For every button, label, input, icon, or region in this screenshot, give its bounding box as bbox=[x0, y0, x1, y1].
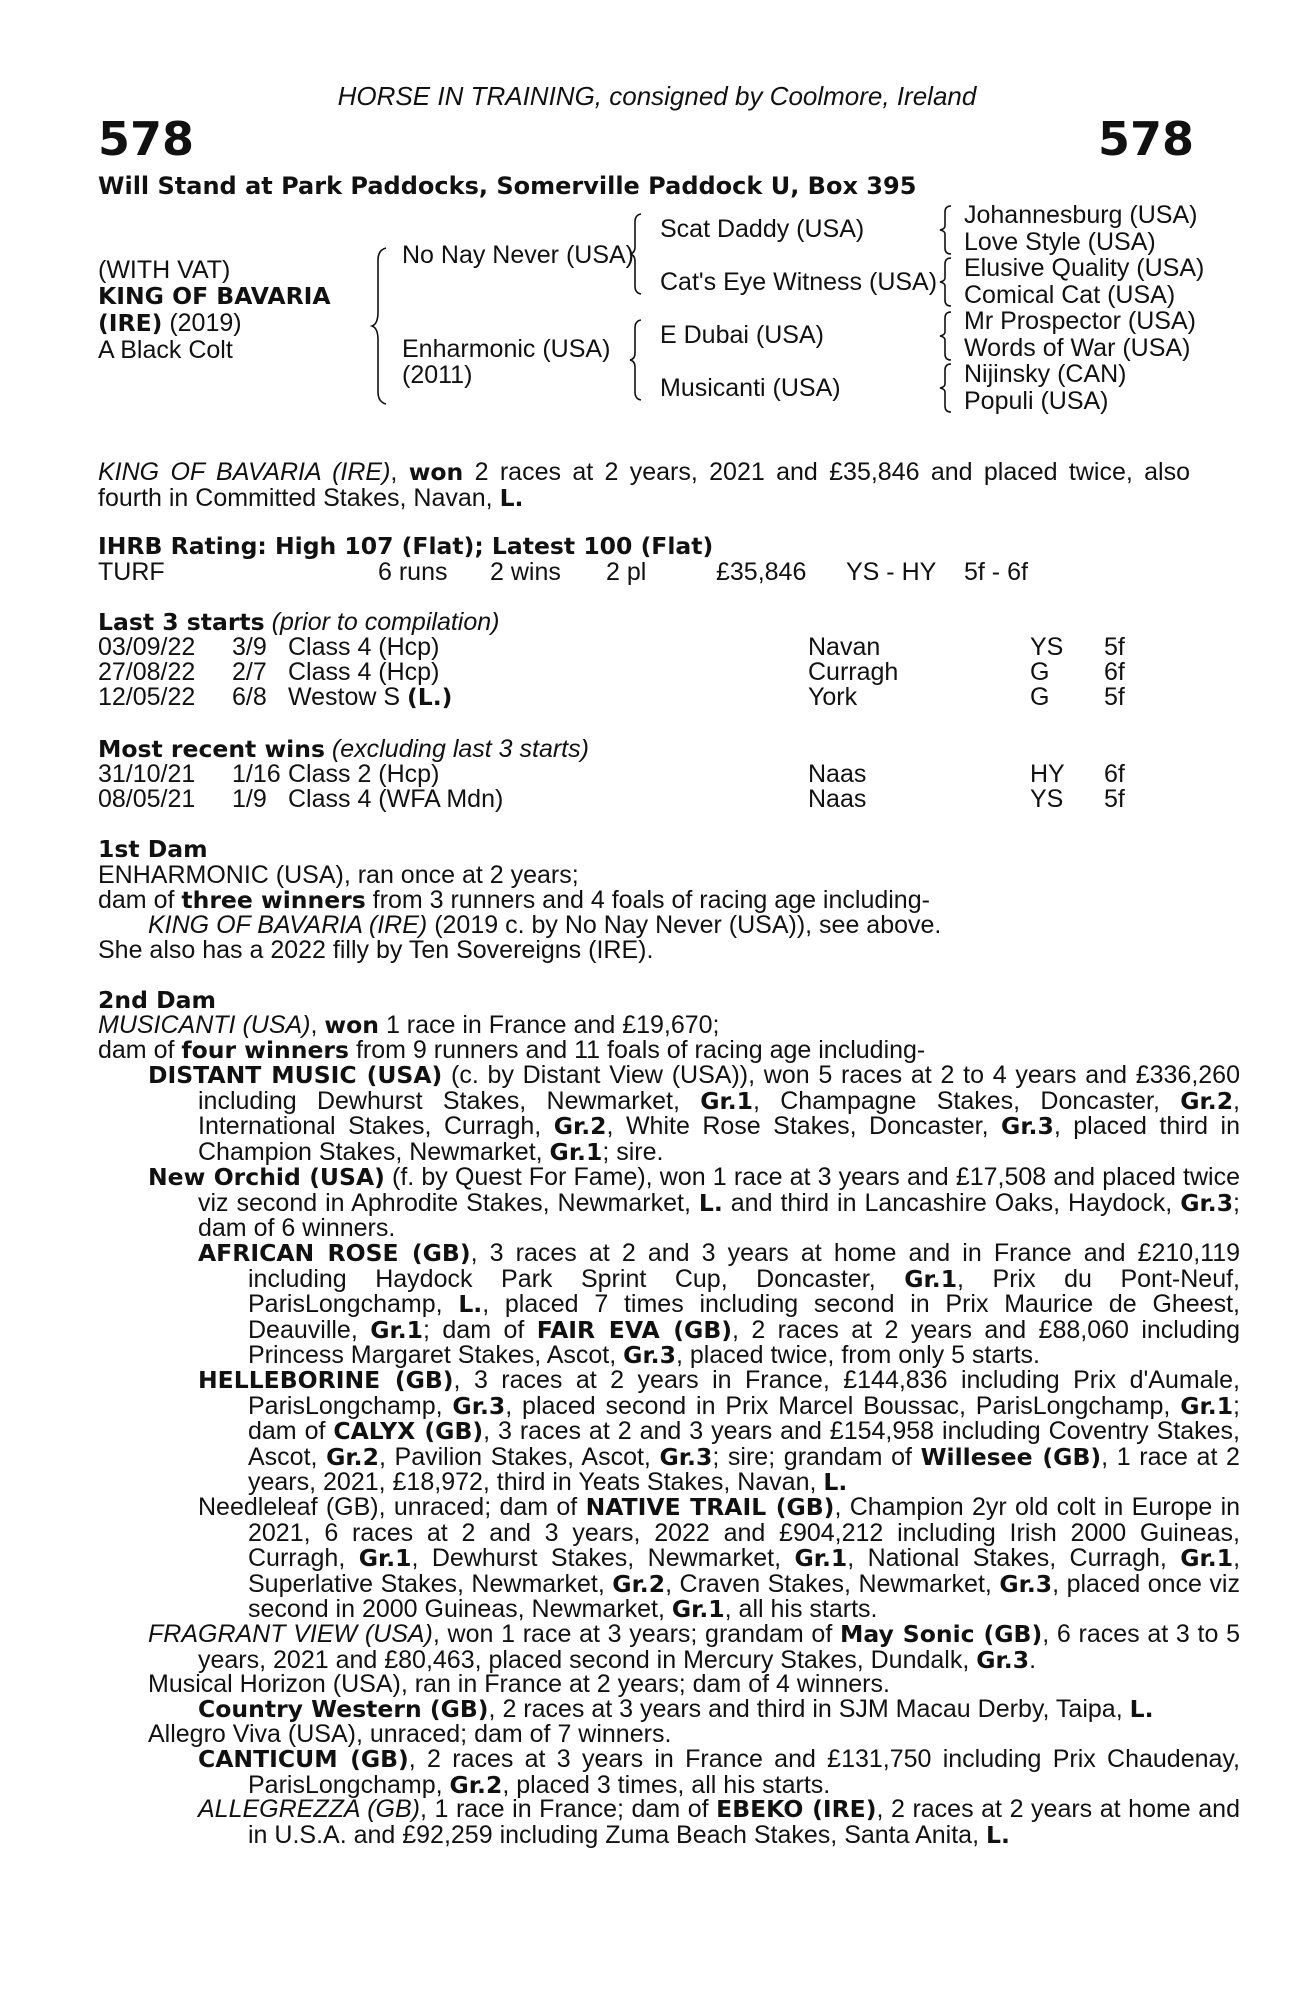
dam1-title: 1st Dam bbox=[98, 835, 208, 863]
entry-text: (c. by Distant View (USA)), won 5 races at 2 to 4 years and £336,260 including Dewhurst Stakes, Newmarket, bbox=[198, 1061, 1240, 1115]
recent-title: Most recent wins bbox=[98, 735, 325, 763]
form-course-value: Navan bbox=[808, 633, 881, 661]
pedigree-sire-dam: Cat's Eye Witness (USA) bbox=[660, 268, 938, 296]
entry-canticum bbox=[198, 1747, 1240, 1798]
rating-runs: 6 runs bbox=[378, 558, 448, 586]
form-pos bbox=[232, 685, 267, 711]
form-pos bbox=[232, 762, 281, 788]
summary-won: won bbox=[408, 458, 464, 486]
form-race-value: Class 4 (WFA Mdn) bbox=[288, 785, 504, 813]
form-race bbox=[288, 685, 452, 711]
form-dist-value: 6f bbox=[1104, 760, 1125, 788]
entry-helleborine bbox=[198, 1368, 1240, 1496]
last3-title: Last 3 starts bbox=[98, 608, 265, 636]
dam2-winners: four winners bbox=[181, 1036, 349, 1064]
pedigree-brace-sd bbox=[938, 256, 954, 308]
entry-text: , 3 races at 2 and 3 years at home and in France and £210,119 including Haydock Park Sprint Cup, Doncaster, bbox=[248, 1239, 1240, 1293]
pedigree-brace-main bbox=[370, 246, 390, 406]
entry-text: , placed second in Prix Marcel Boussac, ParisLongchamp, bbox=[505, 1391, 1181, 1420]
grade: Gr.3 bbox=[623, 1341, 676, 1369]
form-date-value: 27/08/22 bbox=[98, 658, 196, 686]
form-dist bbox=[1104, 685, 1125, 711]
recent-heading bbox=[98, 737, 589, 763]
entry-fragrant-view bbox=[148, 1622, 1240, 1673]
entry-text: , National Stakes, Curragh, bbox=[847, 1544, 1181, 1572]
form-dist bbox=[1104, 660, 1125, 686]
recent-note: (excluding last 3 starts) bbox=[324, 735, 589, 763]
entry-name: CALYX (GB) bbox=[333, 1417, 484, 1445]
grade: Gr.3 bbox=[999, 1569, 1053, 1598]
form-race bbox=[288, 787, 503, 813]
horse-name-line2 bbox=[98, 311, 242, 337]
dam1-l2c: from 3 runners and 4 foals of racing age including- bbox=[365, 886, 930, 914]
vat-note: (WITH VAT) bbox=[98, 256, 231, 284]
entry-name: CANTICUM (GB) bbox=[198, 1745, 409, 1773]
horse-description: A Black Colt bbox=[98, 336, 233, 364]
form-course-value: Curragh bbox=[808, 658, 899, 686]
form-course-value: Naas bbox=[808, 785, 867, 813]
entry-text: and third in Lancashire Oaks, Haydock, bbox=[722, 1188, 1181, 1217]
entry-african-rose bbox=[198, 1241, 1240, 1369]
dam1-horse: KING OF BAVARIA (IRE) bbox=[148, 911, 428, 939]
entry-text: , 1 race in France; dam of bbox=[419, 1795, 717, 1823]
dam2-l2a: dam of bbox=[98, 1036, 182, 1064]
pedigree-sds: Elusive Quality (USA) bbox=[964, 254, 1205, 282]
form-date-value: 12/05/22 bbox=[98, 683, 196, 711]
form-going-value: G bbox=[1030, 658, 1050, 686]
dam1-line3 bbox=[148, 913, 941, 939]
entry-allegrezza bbox=[198, 1797, 1240, 1848]
dam1-line4: She also has a 2022 filly by Ten Sovereigns (IRE). bbox=[98, 936, 654, 964]
rating-distance: 5f - 6f bbox=[964, 558, 1028, 586]
grade: L. bbox=[823, 1468, 848, 1496]
dam1-winners: three winners bbox=[181, 886, 366, 914]
dam1-line2 bbox=[98, 888, 930, 914]
form-race bbox=[288, 635, 439, 661]
dam2-name: MUSICANTI (USA) bbox=[98, 1011, 311, 1039]
rating-surface: TURF bbox=[98, 558, 165, 586]
grade: L. bbox=[458, 1290, 483, 1318]
last3-note: (prior to compilation) bbox=[264, 608, 500, 636]
form-dist-value: 5f bbox=[1104, 683, 1125, 711]
pedigree-dds: Nijinsky (CAN) bbox=[964, 360, 1127, 388]
entry-text: ; sire. bbox=[602, 1137, 664, 1166]
form-dist-value: 5f bbox=[1104, 785, 1125, 813]
form-pos-value: 1/16 bbox=[232, 760, 281, 788]
form-going-value: YS bbox=[1030, 633, 1064, 661]
rating-placed: 2 pl bbox=[606, 558, 647, 586]
form-pos-value: 2/7 bbox=[232, 658, 267, 686]
dam1-line1: ENHARMONIC (USA), ran once at 2 years; bbox=[98, 861, 579, 889]
grade: L. bbox=[698, 1188, 723, 1217]
entry-text: , 2 races at 3 years and third in SJM Macau Derby, Taipa, bbox=[488, 1695, 1130, 1723]
catalogue-header: HORSE IN TRAINING, consigned by Coolmore, Ireland bbox=[337, 81, 977, 111]
pedigree-brace-dam bbox=[628, 318, 644, 402]
grade: Gr.2 bbox=[326, 1442, 379, 1471]
form-course bbox=[808, 787, 866, 813]
entry-name: FRAGRANT VIEW (USA) bbox=[148, 1620, 433, 1648]
entry-country-western bbox=[198, 1697, 1190, 1723]
horse-suffix: (IRE) bbox=[98, 309, 163, 337]
grade: Gr.2 bbox=[553, 1112, 607, 1140]
form-pos bbox=[232, 787, 267, 813]
entry-text: , placed 3 times, all his starts. bbox=[502, 1770, 831, 1799]
summary-text: 2 races at 2 years, 2021 and £35,846 and placed twice, also fourth in Committed Stakes, Navan, bbox=[98, 458, 1190, 512]
entry-text: , 6 races at 3 to 5 years, 2021 and £80,463, placed second in Mercury Stakes, Dundalk, bbox=[198, 1620, 1240, 1674]
form-date bbox=[98, 685, 195, 711]
entry-text: , 3 races at 2 and 3 years and £154,958 including Coventry Stakes, Ascot, bbox=[248, 1417, 1240, 1471]
dam1-l2a: dam of bbox=[98, 886, 182, 914]
entry-name: AFRICAN ROSE (GB) bbox=[198, 1239, 471, 1267]
form-course bbox=[808, 660, 898, 686]
grade: Gr.3 bbox=[976, 1645, 1030, 1674]
grade: Gr.1 bbox=[358, 1544, 412, 1572]
entry-text: , 2 races at 2 years at home and in U.S.A. and £92,259 including Zuma Beach Stakes, Santa Anita, bbox=[248, 1795, 1240, 1849]
grade: Gr.3 bbox=[1180, 1188, 1234, 1217]
pedigree-dsd: Words of War (USA) bbox=[964, 334, 1191, 362]
form-date-value: 08/05/21 bbox=[98, 785, 196, 813]
summary-grade: L. bbox=[499, 483, 524, 512]
form-course-value: York bbox=[808, 683, 858, 711]
location-line: Will Stand at Park Paddocks, Somerville Paddock U, Box 395 bbox=[98, 172, 917, 200]
form-going-value: YS bbox=[1030, 785, 1064, 813]
dam2-title: 2nd Dam bbox=[98, 986, 216, 1014]
form-pos-value: 3/9 bbox=[232, 633, 267, 661]
pedigree-sss: Johannesburg (USA) bbox=[964, 201, 1198, 229]
grade: Gr.2 bbox=[612, 1569, 666, 1598]
grade: Gr.3 bbox=[1001, 1112, 1054, 1140]
entry-name: New Orchid (USA) bbox=[148, 1163, 385, 1191]
pedigree-dam-year: (2011) bbox=[402, 361, 473, 389]
entry-name: May Sonic (GB) bbox=[840, 1620, 1043, 1648]
form-dist bbox=[1104, 635, 1125, 661]
entry-text: , Dewhurst Stakes, Newmarket, bbox=[411, 1544, 795, 1572]
form-date-value: 31/10/21 bbox=[98, 760, 196, 788]
grade: L. bbox=[985, 1820, 1010, 1849]
entry-name: FAIR EVA (GB) bbox=[536, 1315, 732, 1344]
entry-name: Country Western (GB) bbox=[198, 1695, 489, 1723]
summary-horse-name: KING OF BAVARIA (IRE) bbox=[98, 458, 391, 486]
entry-text: , all his starts. bbox=[724, 1595, 878, 1623]
entry-text: , Superlative Stakes, Newmarket, bbox=[248, 1544, 1241, 1598]
form-race bbox=[288, 762, 439, 788]
entry-text: . bbox=[1029, 1645, 1037, 1674]
entry-name: EBEKO (IRE) bbox=[716, 1795, 877, 1823]
form-date-value: 03/09/22 bbox=[98, 633, 196, 661]
entry-name: HELLEBORINE (GB) bbox=[198, 1366, 454, 1394]
grade: Gr.3 bbox=[452, 1391, 506, 1420]
pedigree-sire-sire: Scat Daddy (USA) bbox=[660, 215, 865, 243]
last3-heading bbox=[98, 610, 499, 636]
rating-prize: £35,846 bbox=[716, 558, 807, 586]
entry-distant-music bbox=[148, 1063, 1240, 1165]
lot-number-left: 578 bbox=[98, 112, 195, 166]
form-pos-value: 6/8 bbox=[232, 683, 267, 711]
form-dist-value: 5f bbox=[1104, 633, 1125, 661]
pedigree-brace-dd bbox=[938, 362, 954, 414]
entry-text: , Craven Stakes, Newmarket, bbox=[665, 1569, 1000, 1598]
grade: Gr.1 bbox=[671, 1595, 725, 1623]
pedigree-ddd: Populi (USA) bbox=[964, 387, 1109, 415]
entry-text: , 2 races at 2 years and £88,060 including Princess Margaret Stakes, Ascot, bbox=[248, 1315, 1241, 1369]
entry-needleleaf bbox=[198, 1495, 1240, 1623]
rating-title: IHRB Rating: High 107 (Flat); Latest 100 (Flat) bbox=[98, 532, 714, 560]
entry-text: (f. by Quest For Fame), won 1 race at 3 years and £17,508 and placed twice viz second in Aphrodite Stakes, Newmarket, bbox=[198, 1163, 1240, 1217]
entry-name: ALLEGREZZA (GB) bbox=[198, 1795, 420, 1823]
rating-going: YS - HY bbox=[846, 558, 937, 586]
grade: Gr.1 bbox=[1180, 1391, 1234, 1420]
entry-name: DISTANT MUSIC (USA) bbox=[148, 1061, 443, 1089]
form-going bbox=[1030, 787, 1063, 813]
grade: Gr.3 bbox=[659, 1442, 713, 1471]
form-dist bbox=[1104, 787, 1125, 813]
entry-text: , placed once viz second in 2000 Guineas, Newmarket, bbox=[248, 1569, 1240, 1623]
pedigree-ssd: Love Style (USA) bbox=[964, 228, 1156, 256]
grade: Gr.1 bbox=[794, 1544, 848, 1572]
form-date bbox=[98, 635, 195, 661]
dam2-l1c: 1 race in France and £19,670; bbox=[379, 1011, 720, 1039]
form-race bbox=[288, 660, 439, 686]
entry-text: , Champagne Stakes, Doncaster, bbox=[753, 1086, 1181, 1115]
entry-text: ; dam of bbox=[248, 1391, 1240, 1445]
entry-text: ; sire; grandam of bbox=[712, 1442, 921, 1471]
grade: Gr.1 bbox=[549, 1137, 603, 1166]
entry-text: , Champion 2yr old colt in Europe in 2021, 6 races at 2 and 3 years, 2022 and £904,212 including Irish 2000 Guineas, Curragh, bbox=[248, 1493, 1241, 1572]
pedigree-dam-dam: Musicanti (USA) bbox=[660, 374, 841, 402]
dam2-line1: MUSICANTI (USA), won 1 race in France and £19,670; bbox=[98, 1011, 720, 1039]
entry-text: , placed third in Champion Stakes, Newmarket, bbox=[198, 1112, 1241, 1166]
horse-name: KING OF BAVARIA bbox=[98, 282, 331, 310]
form-course bbox=[808, 685, 857, 711]
form-going bbox=[1030, 635, 1063, 661]
entry-name: Willesee (GB) bbox=[920, 1442, 1102, 1471]
form-race-value: Class 2 (Hcp) bbox=[288, 760, 440, 788]
form-course bbox=[808, 635, 880, 661]
entry-text: , 3 races at 2 years in France, £144,836 including Prix d'Aumale, ParisLongchamp, bbox=[248, 1366, 1240, 1420]
pedigree-dam-sire: E Dubai (USA) bbox=[660, 321, 824, 349]
pedigree-dss: Mr Prospector (USA) bbox=[964, 307, 1196, 335]
grade: Gr.1 bbox=[700, 1086, 754, 1115]
dam2-l2c: from 9 runners and 11 foals of racing age including- bbox=[349, 1036, 926, 1064]
entry-text: ; dam of 6 winners. bbox=[198, 1188, 1240, 1242]
grade: Gr.1 bbox=[1180, 1544, 1234, 1572]
grade: Gr.2 bbox=[1180, 1086, 1234, 1115]
form-pos bbox=[232, 660, 267, 686]
pedigree-sire: No Nay Never (USA) bbox=[402, 241, 634, 269]
form-going bbox=[1030, 685, 1049, 711]
form-race-value: Class 4 (Hcp) bbox=[288, 658, 440, 686]
form-date bbox=[98, 787, 195, 813]
form-dist bbox=[1104, 762, 1125, 788]
form-date bbox=[98, 762, 195, 788]
entry-text: , White Rose Stakes, Doncaster, bbox=[606, 1112, 1002, 1140]
entry-new-orchid bbox=[148, 1165, 1240, 1242]
form-date bbox=[98, 660, 195, 686]
entry-text: , Prix du Pont-Neuf, ParisLongchamp, bbox=[248, 1264, 1240, 1318]
form-grade: (L.) bbox=[407, 683, 453, 711]
rating-wins: 2 wins bbox=[490, 558, 561, 586]
dam2-line2 bbox=[98, 1038, 925, 1064]
grade: Gr.2 bbox=[449, 1770, 503, 1799]
dam2-won: won bbox=[324, 1011, 379, 1039]
entry-text: , 2 races at 3 years in France and £131,750 including Prix Chaudenay, ParisLongchamp, bbox=[248, 1745, 1240, 1799]
entry-text: , placed twice, from only 5 starts. bbox=[675, 1341, 1040, 1369]
form-dist-value: 6f bbox=[1104, 658, 1125, 686]
horse-year: (2019) bbox=[162, 309, 242, 337]
form-going bbox=[1030, 762, 1065, 788]
form-race-value: Class 4 (Hcp) bbox=[288, 633, 440, 661]
entry-name: NATIVE TRAIL (GB) bbox=[585, 1493, 835, 1521]
form-pos-value: 1/9 bbox=[232, 785, 267, 813]
pedigree-brace-ds bbox=[938, 310, 954, 362]
form-course bbox=[808, 762, 866, 788]
grade: L. bbox=[1129, 1695, 1154, 1723]
entry-text: , placed 7 times including second in Prix Maurice de Gheest, Deauville, bbox=[248, 1290, 1240, 1344]
entry-text: , 1 race at 2 years, 2021, £18,972, third in Yeats Stakes, Navan, bbox=[248, 1442, 1240, 1496]
form-course-value: Naas bbox=[808, 760, 867, 788]
race-summary: KING OF BAVARIA (IRE), won 2 races at 2 years, 2021 and £35,846 and placed twice, also fourth in Committed Stakes, Navan, L. bbox=[98, 458, 1190, 512]
dam1-horse-detail: (2019 c. by No Nay Never (USA)), see above. bbox=[427, 911, 942, 939]
form-going bbox=[1030, 660, 1049, 686]
entry-text: ; dam of bbox=[423, 1315, 537, 1344]
entry-text: , International Stakes, Curragh, bbox=[198, 1086, 1240, 1140]
grade: Gr.1 bbox=[370, 1315, 424, 1344]
pedigree-brace-ss bbox=[938, 204, 954, 256]
grade: Gr.1 bbox=[904, 1264, 958, 1293]
form-race-value: Westow S bbox=[288, 683, 408, 711]
form-going-value: HY bbox=[1030, 760, 1065, 788]
entry-text: , won 1 race at 3 years; grandam of bbox=[432, 1620, 840, 1648]
lot-number-right: 578 bbox=[1097, 112, 1194, 166]
pedigree-dam: Enharmonic (USA) bbox=[402, 335, 611, 363]
entry-text: , Pavilion Stakes, Ascot, bbox=[378, 1442, 660, 1471]
form-going-value: G bbox=[1030, 683, 1050, 711]
pedigree-sdd: Comical Cat (USA) bbox=[964, 281, 1176, 309]
form-pos bbox=[232, 635, 267, 661]
entry-musical-horizon: Musical Horizon (USA), ran in France at 2 years; dam of 4 winners. bbox=[148, 1670, 890, 1698]
entry-allegro-viva: Allegro Viva (USA), unraced; dam of 7 winners. bbox=[148, 1720, 672, 1748]
entry-text: Needleleaf (GB), unraced; dam of bbox=[198, 1493, 586, 1521]
